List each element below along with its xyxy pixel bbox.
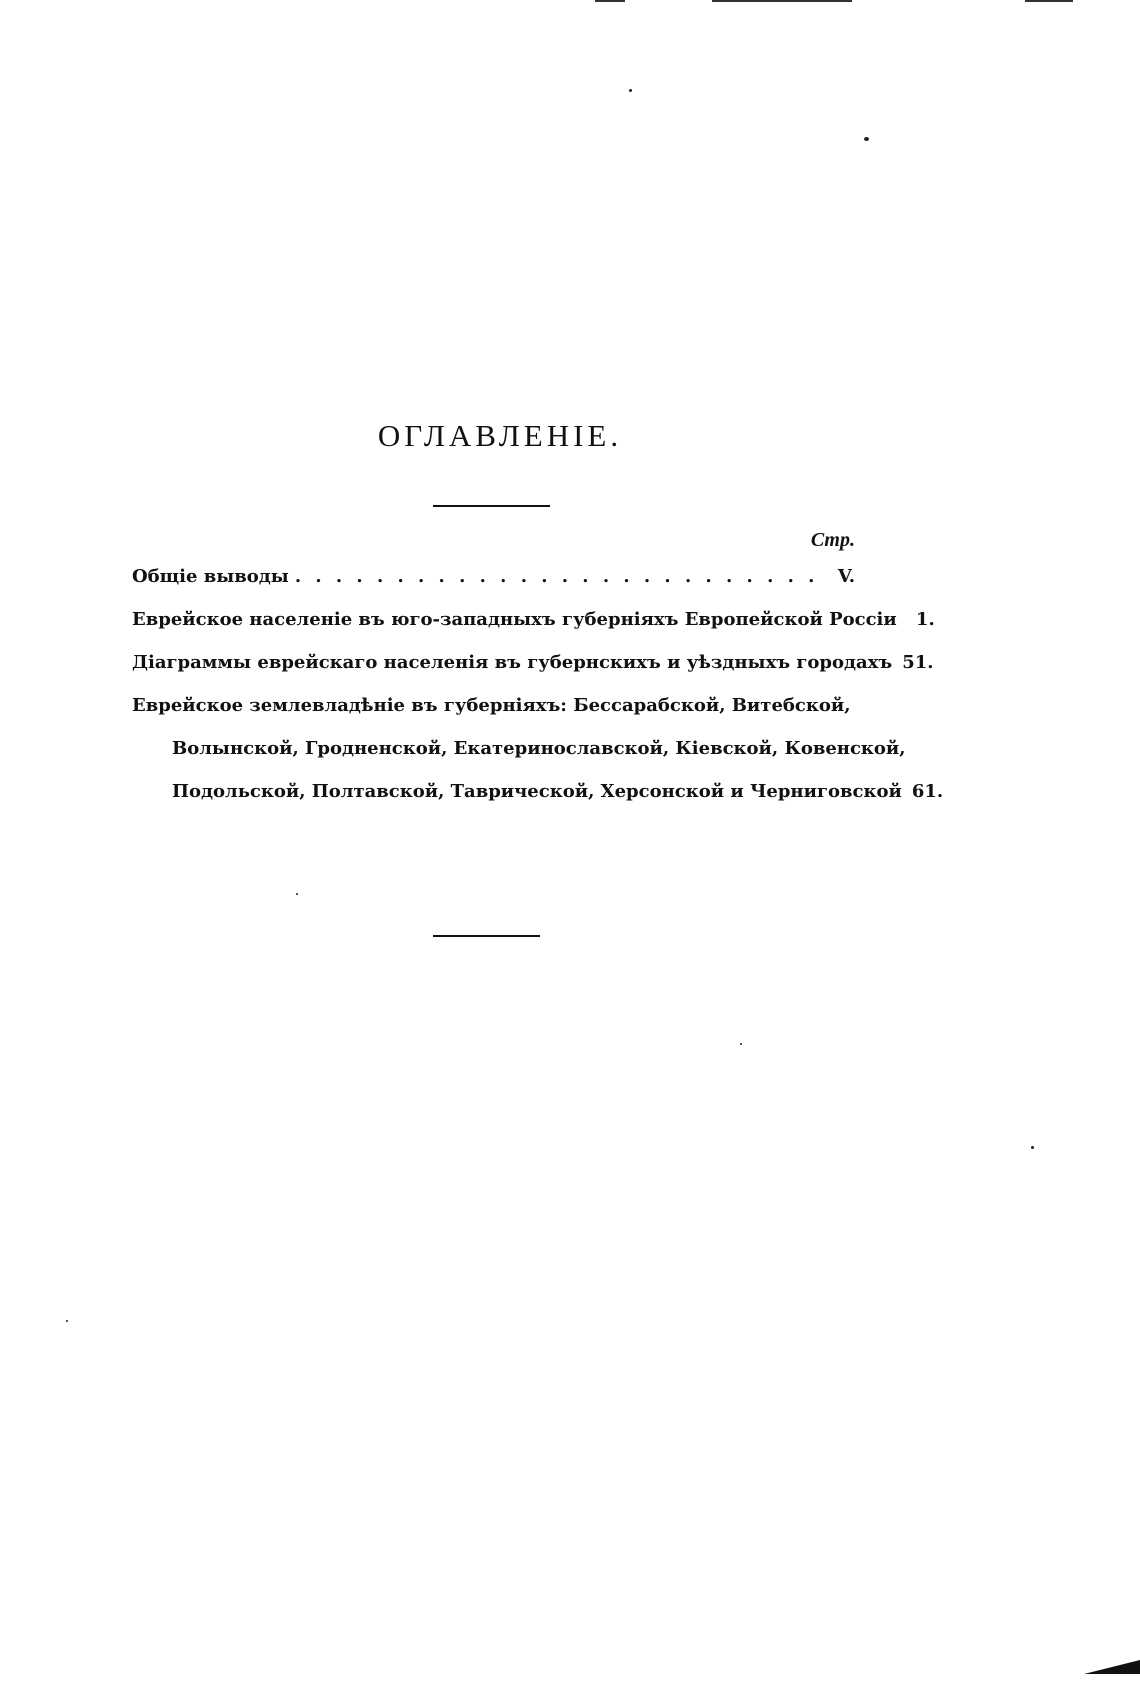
- toc-entry-page: 1.: [915, 609, 935, 630]
- toc-entry-page: V.: [837, 566, 855, 587]
- scan-speck: [629, 89, 632, 92]
- toc-entry-label: Діаграммы еврейскаго населенія въ губернскихъ и уѣздныхъ городахъ: [132, 652, 893, 673]
- scan-speck: [740, 1043, 742, 1045]
- toc-entry[interactable]: [132, 609, 935, 639]
- scan-speck: [296, 893, 298, 895]
- scan-artifact: [712, 0, 852, 2]
- title-divider: [433, 505, 550, 507]
- toc-entry-label: Еврейское населеніе въ юго-западныхъ губерніяхъ Европейской Россіи: [132, 609, 897, 630]
- scan-corner-artifact: [1084, 1660, 1140, 1674]
- toc-entry[interactable]: [132, 652, 934, 682]
- toc-entry[interactable]: [132, 566, 855, 596]
- toc-multiline-line-3: Подольской, Полтавской, Таврической, Херсонской и Черниговской: [172, 781, 902, 802]
- toc-entry-page: 51.: [902, 652, 934, 673]
- toc-multiline-line-2[interactable]: Волынской, Гродненской, Екатеринославской, Кіевской, Ковенской,: [172, 738, 906, 759]
- toc-entry[interactable]: [172, 781, 944, 811]
- scan-artifact: [1025, 0, 1073, 2]
- scan-speck: [864, 137, 869, 141]
- scan-speck: [1031, 1146, 1034, 1149]
- end-divider: [433, 935, 540, 937]
- scan-speck: [66, 1320, 68, 1322]
- page-title: ОГЛАВЛЕНІЕ.: [377, 418, 623, 453]
- toc-entry-page: 61.: [911, 781, 944, 802]
- dot-leader: [295, 566, 823, 587]
- page-column-header: Стр.: [810, 529, 855, 551]
- toc-multiline-line-1[interactable]: Еврейское землевладѣніе въ губерніяхъ: Бессарабской, Витебской,: [132, 695, 851, 716]
- scan-artifact: [595, 0, 625, 2]
- toc-entry-label: Общіе выводы: [132, 566, 289, 587]
